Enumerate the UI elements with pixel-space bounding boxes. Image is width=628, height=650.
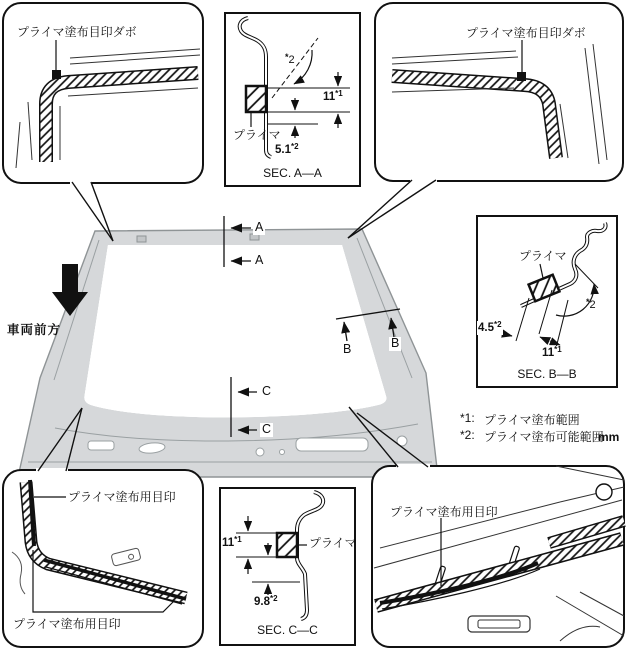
marker-c-label-1: C (262, 384, 272, 398)
sec-c-dim-11: 11$^{*1}$ (222, 535, 242, 549)
note-2-key: *2: (460, 428, 475, 442)
sec-a-dim-5-1: 5.1$^{*2}$ (275, 142, 299, 156)
unit-label: mm (598, 430, 620, 444)
sec-a-primer-label: プライマ (233, 128, 281, 142)
sec-b-dim-11: 11$^{*1}$ (542, 345, 562, 359)
front-direction-label: 車両前方 (7, 323, 62, 337)
sec-b-title: SEC. B—B (517, 367, 577, 381)
sec-c-dim-9-8: 9.8$^{*2}$ (254, 594, 278, 608)
sec-c-title: SEC. C—C (257, 623, 318, 637)
primer-bead-outline (84, 245, 386, 417)
marker-c-label-2: C (262, 422, 272, 436)
sec-b-dim-4-5: 4.5$^{*2}$ (478, 320, 502, 334)
sec-b-angle-label: *2 (586, 297, 596, 311)
marker-a-label-2: A (255, 253, 264, 267)
marker-a-label-1: A (255, 220, 264, 234)
sec-a-angle-label: *2 (285, 52, 295, 66)
sec-a-title: SEC. A—A (263, 166, 322, 180)
callout-top-right-label: プライマ塗布目印ダボ (466, 26, 586, 40)
marker-b-label-1: B (343, 342, 352, 356)
callout-top-left-label: プライマ塗布目印ダボ (17, 25, 137, 39)
callout-bottom-left-label-top: プライマ塗布用目印 (68, 490, 176, 504)
marker-b-label-2: B (391, 336, 400, 350)
sec-b-primer-label: プライマ (519, 249, 567, 263)
note-2-text: プライマ塗布可能範囲 (484, 430, 604, 444)
note-1-key: *1: (460, 411, 475, 425)
sec-c-primer-label: プライマ (309, 536, 357, 550)
note-1-text: プライマ塗布範囲 (484, 413, 580, 427)
sec-a-dim-11: 11$^{*1}$ (323, 89, 343, 103)
section-box-c (220, 488, 355, 645)
callout-bottom-right-label: プライマ塗布用目印 (390, 505, 498, 519)
callout-bottom-left-label-bottom: プライマ塗布用目印 (13, 617, 121, 631)
